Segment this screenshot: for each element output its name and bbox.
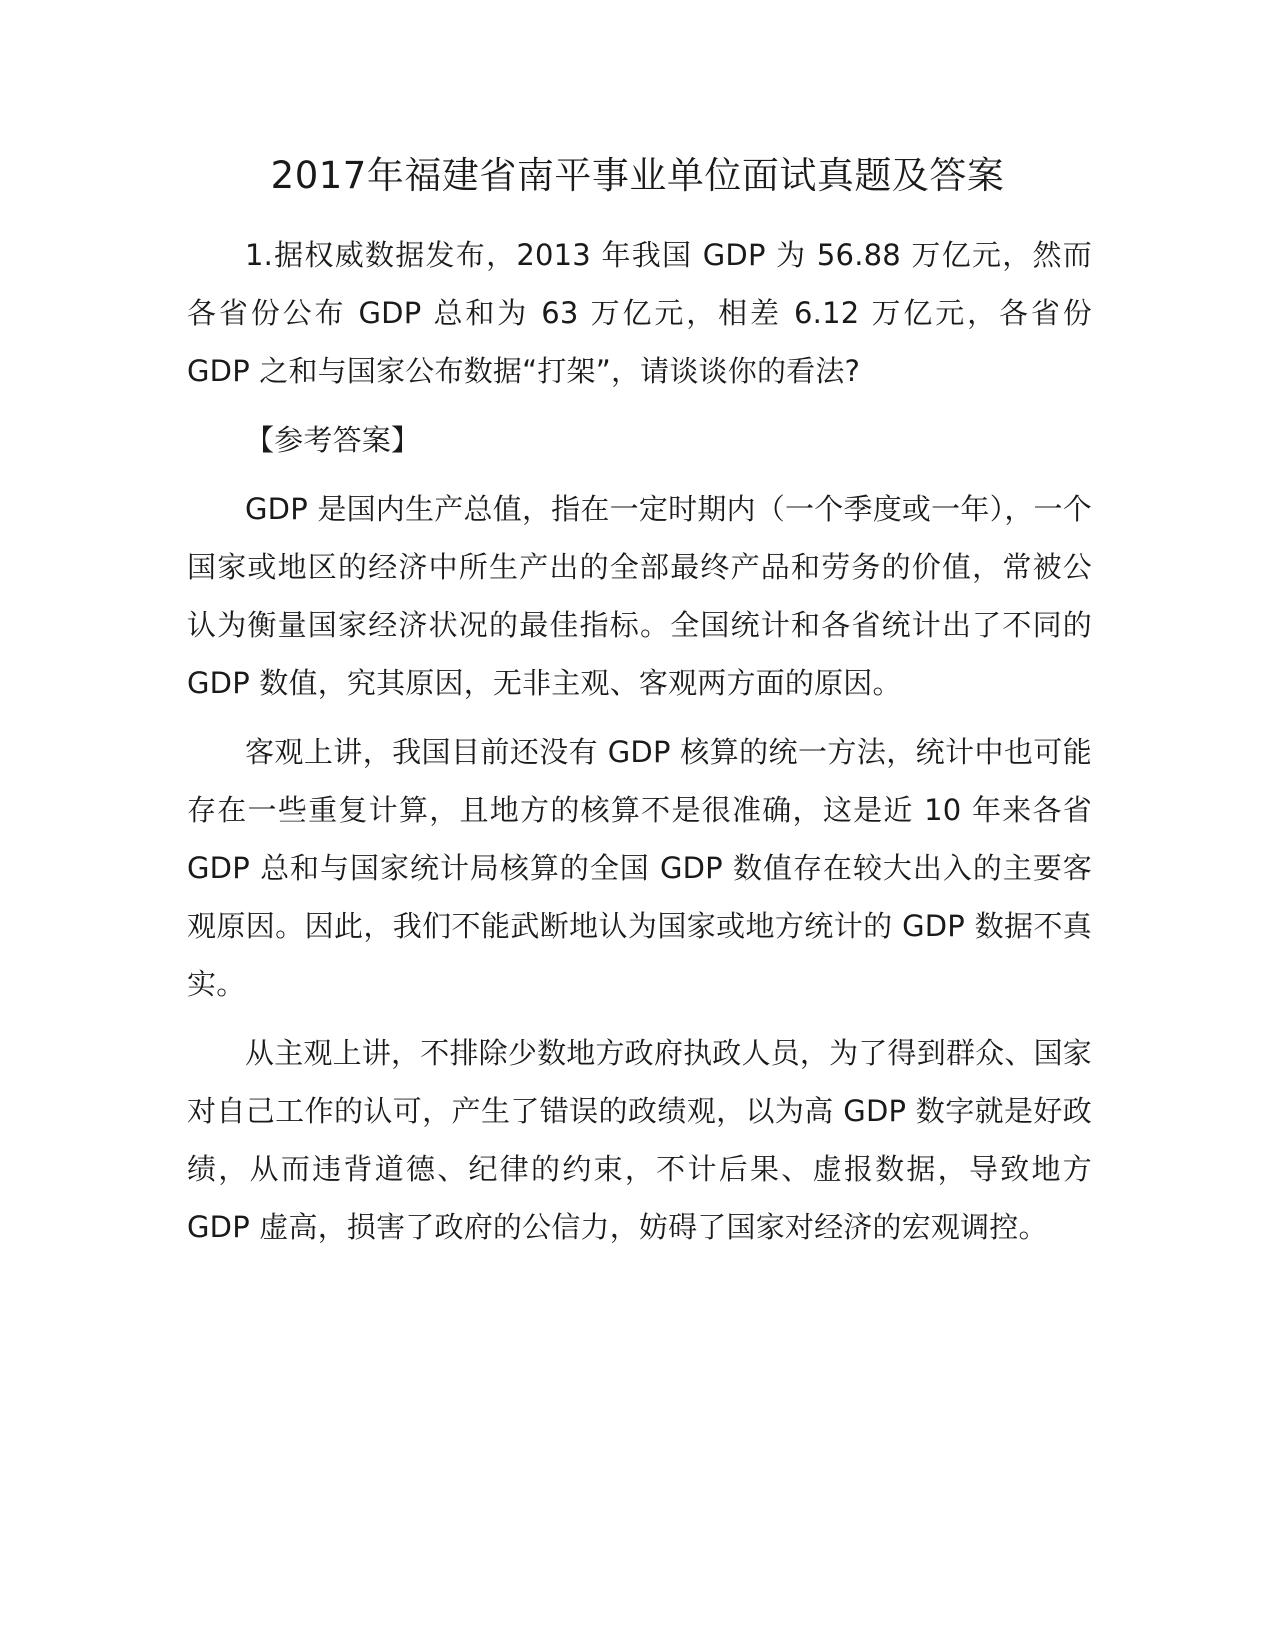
question-paragraph: 1.据权威数据发布，2013 年我国 GDP 为 56.88 万亿元，然而各省份公布 GDP 总和为 63 万亿元，相差 6.12 万亿元，各省份 GDP 之和与国家公布数据“打架”，请谈谈你的看法? [187, 238, 1092, 388]
answer-paragraph-objective: 客观上讲，我国目前还没有 GDP 核算的统一方法，统计中也可能存在一些重复计算，且地方的核算不是很准确，这是近 10 年来各省 GDP 总和与国家统计局核算的全国 GDP 数值存在较大出入的主要客观原因。因此，我们不能武断地认为国家或地方统计的 GDP 数据不真实。 [187, 735, 1092, 1001]
answer-paragraph-definition: GDP 是国内生产总值，指在一定时期内（一个季度或一年），一个国家或地区的经济中所生产出的全部最终产品和劳务的价值，常被公认为衡量国家经济状况的最佳指标。全国统计和各省统计出了不同的 GDP 数值，究其原因，无非主观、客观两方面的原因。 [187, 492, 1092, 700]
paragraph-gap [187, 469, 1092, 480]
paragraph-gap [187, 712, 1092, 723]
document-title: 2017年福建省南平事业单位面试真题及答案 [270, 154, 1005, 197]
document-body [187, 226, 1092, 1256]
paragraph-gap [187, 1013, 1092, 1024]
answer-label: 【参考答案】 [245, 423, 421, 457]
paragraph-gap [187, 400, 1092, 411]
answer-paragraph-subjective: 从主观上讲，不排除少数地方政府执政人员，为了得到群众、国家对自己工作的认可，产生了错误的政绩观，以为高 GDP 数字就是好政绩，从而违背道德、纪律的约束，不计后果、虚报数据，导致地方 GDP 虚高，损害了政府的公信力，妨碍了国家对经济的宏观调控。 [187, 1036, 1092, 1244]
